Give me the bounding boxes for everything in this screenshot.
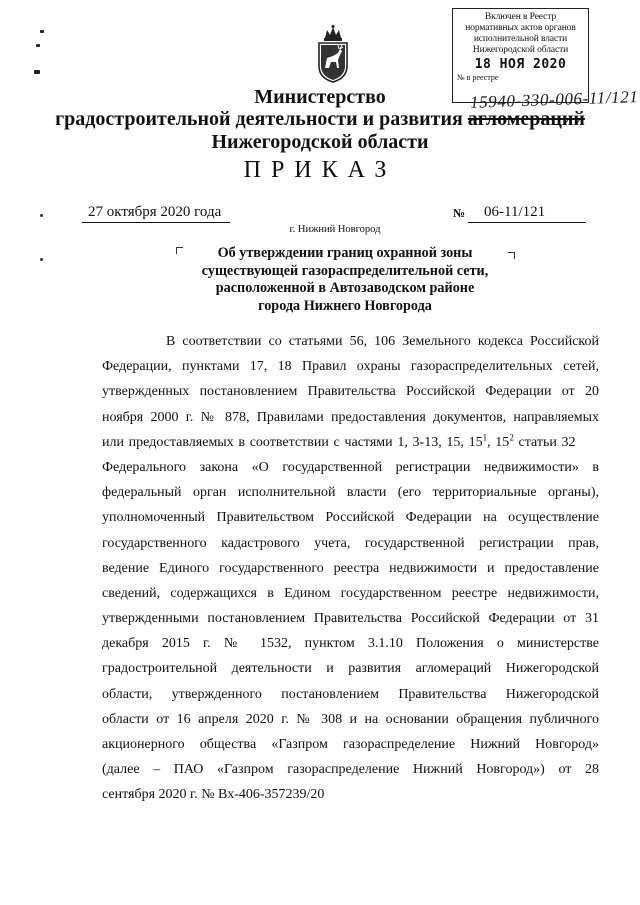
- stamp-line: исполнительной власти: [473, 34, 568, 44]
- registry-number: 15940-330-006-11/121: [469, 87, 639, 112]
- order-date-text: 27 октября 2020 года: [88, 204, 222, 220]
- body-line: сведений, содержащихся в Едином государственном реестре недвижимости,: [102, 585, 599, 601]
- order-city: г. Нижний Новгород: [289, 224, 381, 235]
- title-line: Об утверждении границ охранной зоны: [217, 245, 473, 261]
- body-line-text: , 15: [487, 434, 510, 450]
- number-underline: [468, 222, 586, 223]
- order-number: 06-11/121: [484, 204, 546, 220]
- order-number-label: №: [453, 206, 466, 220]
- document-type: ПРИКАЗ: [243, 157, 397, 183]
- date-underline: [82, 222, 230, 223]
- body-line: области, утвержденного постановлением Правительства Нижегородской: [102, 686, 599, 702]
- margin-dot: [40, 258, 43, 261]
- body-line: федеральный орган исполнительной власти (его территориальные органы),: [102, 485, 599, 501]
- superscript: 2: [509, 432, 514, 443]
- body-line: Федерального закона «О государственной регистрации недвижимости» в: [102, 459, 599, 475]
- ministry-title-line3: Нижегородской области: [211, 131, 429, 153]
- body-line: градостроительной деятельности и развития агломераций Нижегородской: [102, 661, 599, 677]
- nizhny-novgorod-coat-of-arms-icon: [311, 24, 355, 84]
- body-line: области от 16 апреля 2020 г. № 308 и на основании обращения публичного: [102, 711, 599, 727]
- body-line: ноября 2000 г. № 878, Правилами предоставления документов, направляемых: [102, 409, 599, 425]
- stamp-line: Нижегородской области: [472, 45, 569, 55]
- order-date: [88, 204, 221, 221]
- superscript: 1: [482, 432, 488, 443]
- stamp-line: Включен в Реестр: [484, 12, 557, 22]
- body-line: уполномоченный Правительством Российской Федерации на осуществление: [102, 510, 599, 526]
- ministry-title-struck: агломераций: [467, 108, 585, 130]
- order-title: [180, 245, 510, 315]
- title-line: расположенной в Автозаводском районе: [215, 280, 475, 296]
- body-line: акционерного общества «Газпром газораспределение Нижний Новгород»: [102, 737, 599, 752]
- stamp-line: нормативных актов органов: [465, 23, 576, 33]
- ministry-title-line2: [0, 107, 640, 131]
- body-line: утвержденных постановлением Правительства Российской Федерации от 20: [102, 384, 599, 400]
- body-line: В соответствии со статьями 56, 106 Земельного кодекса Российской: [166, 334, 599, 349]
- body-line: Федерации, пунктами 17, 18 Правил охраны газораспределительных сетей,: [102, 359, 599, 375]
- body-line: ведение Единого государственного реестра недвижимости и предоставление: [102, 560, 599, 576]
- title-line: города Нижнего Новгорода: [258, 297, 432, 314]
- margin-dot: [40, 214, 43, 217]
- order-body: [102, 329, 599, 808]
- body-line: (далее – ПАО «Газпром газораспределение Нижний Новгород») от 28: [102, 762, 599, 778]
- stamp-reg-label: № в реестре: [457, 73, 499, 82]
- body-line: сентября 2020 г. № Вх-406-357239/20: [102, 787, 325, 803]
- stamp-date: 18 НОЯ 2020: [474, 57, 567, 72]
- ministry-title-main: градостроительной деятельности и развития: [55, 108, 468, 130]
- body-line: государственного кадастрового учета, государственной регистрации прав,: [102, 535, 599, 551]
- body-line-text: или предоставляемых в соответствии с частями 1, 3-13, 15, 15: [102, 434, 483, 450]
- ministry-title-line1: Министерство: [254, 86, 386, 108]
- body-line: декабря 2015 г. № 1532, пунктом 3.1.10 Положения о министерстве: [102, 636, 599, 652]
- body-line-with-superscripts: [102, 430, 599, 455]
- body-line: утвержденными постановлением Правительства Российской Федерации от 31: [102, 611, 599, 627]
- title-line: существующей газораспределительной сети,: [201, 262, 489, 279]
- body-line-text: статьи 32: [513, 434, 576, 450]
